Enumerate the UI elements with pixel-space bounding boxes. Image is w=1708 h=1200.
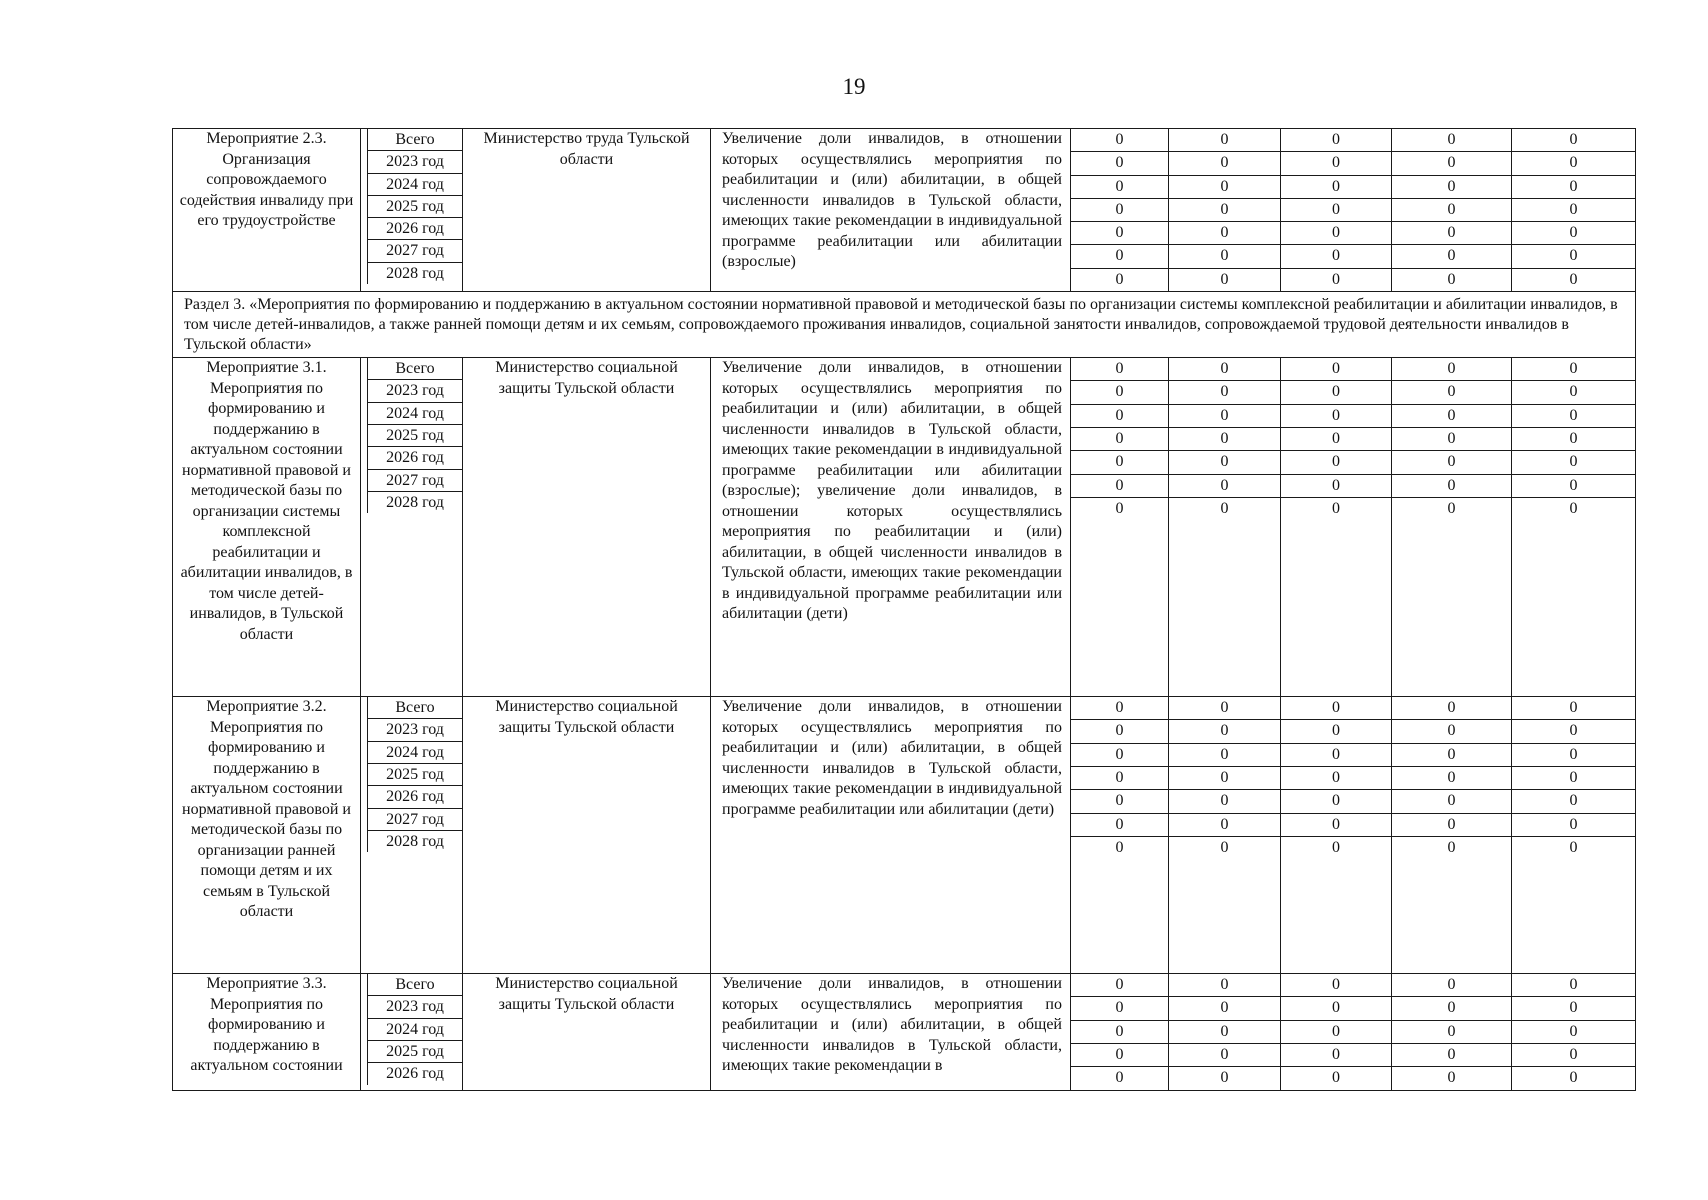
value-cell: 0: [1071, 451, 1169, 473]
value-row: [1071, 744, 1635, 767]
value-cell: 0: [1281, 744, 1392, 766]
year-cell: 2024 год: [367, 742, 463, 764]
value-cell: 0: [1569, 429, 1578, 447]
value-cell: 0: [1169, 814, 1281, 836]
value-cell: 0: [1071, 498, 1169, 696]
value-cell: 0: [1392, 767, 1512, 789]
value-cell: 0: [1392, 405, 1512, 427]
value-cell: 0: [1392, 1067, 1512, 1089]
year-list: [361, 129, 463, 292]
value-cell: 0: [1169, 245, 1281, 267]
value-columns: [1071, 697, 1635, 973]
value-cell: 0: [1392, 997, 1512, 1019]
value-cell: 0: [1569, 768, 1578, 786]
value-cell: 0: [1169, 176, 1281, 198]
measure-name: Мероприятие 3.2. Мероприятия по формированию и поддержанию в актуальном состоянии нормативной правовой и методической базы по организации ранней помощи детям и их семьям в Тульской области: [173, 697, 361, 974]
value-cell: 0: [1071, 405, 1169, 427]
value-columns: [1071, 358, 1635, 696]
value-grid: [1071, 358, 1636, 697]
value-cell: 0: [1281, 720, 1392, 742]
value-cell: 0: [1169, 381, 1281, 403]
value-cell: 0: [1392, 381, 1512, 403]
value-cell: 0: [1071, 129, 1169, 151]
value-cell: 0: [1169, 428, 1281, 450]
executor: Министерство социальной защиты Тульской области: [463, 697, 711, 974]
value-cell: 0: [1569, 1022, 1578, 1040]
value-row: [1071, 997, 1635, 1020]
value-cell: 0: [1392, 129, 1512, 151]
value-row: [1071, 176, 1635, 199]
value-cell: 0: [1569, 270, 1578, 288]
value-cell: 0: [1169, 720, 1281, 742]
page-number: 19: [842, 74, 866, 99]
value-cell: 0: [1169, 199, 1281, 221]
value-cell: 0: [1071, 974, 1169, 996]
value-cell: 0: [1071, 176, 1169, 198]
executor: Министерство социальной защиты Тульской области: [463, 358, 711, 697]
value-cell: 0: [1569, 699, 1578, 717]
value-cell: 0: [1281, 129, 1392, 151]
value-row: [1071, 405, 1635, 428]
value-cell: 0: [1169, 837, 1281, 973]
value-cell: 0: [1392, 1044, 1512, 1066]
value-cell: 0: [1392, 974, 1512, 996]
value-cell: 0: [1169, 222, 1281, 244]
value-cell: 0: [1392, 744, 1512, 766]
value-cell: 0: [1281, 974, 1392, 996]
value-cell: 0: [1169, 1067, 1281, 1089]
value-cell: 0: [1281, 176, 1392, 198]
table-row: [173, 358, 1636, 697]
year-list: [361, 974, 463, 1090]
measure-name: Мероприятие 3.3. Мероприятия по формированию и поддержанию в актуальном состоянии: [173, 974, 361, 1090]
executor: Министерство социальной защиты Тульской области: [463, 974, 711, 1090]
value-row: [1071, 245, 1635, 268]
table-row: [173, 974, 1636, 1090]
measure-name: Мероприятие 3.1. Мероприятия по формированию и поддержанию в актуальном состоянии нормативной правовой и методической базы по организации системы комплексной реабилитации и абилитации инвалидов, в том числе детей-инвалидов, в Тульской области: [173, 358, 361, 697]
value-grid: [1071, 974, 1636, 1090]
value-cell: 0: [1569, 177, 1578, 195]
indicator-text: Увеличение доли инвалидов, в отношении которых осуществлялись мероприятия по реабилитации и (или) абилитации, в общей численности инвалидов в Тульской области, имеющих такие рекомендации в индивидуальной программе реабилитации или абилитации (дети): [711, 697, 1071, 974]
value-cell: 0: [1169, 1044, 1281, 1066]
value-cell: 0: [1392, 475, 1512, 497]
value-cell: 0: [1071, 1067, 1169, 1089]
value-cell: 0: [1569, 476, 1578, 494]
year-cell: 2024 год: [367, 1019, 463, 1041]
value-row: [1071, 790, 1635, 813]
value-row: [1071, 814, 1635, 837]
value-cell: 0: [1569, 999, 1578, 1017]
value-row: [1071, 720, 1635, 743]
value-row: [1071, 1044, 1635, 1067]
table-row: [173, 129, 1636, 292]
value-row: [1071, 498, 1635, 696]
value-cell: 0: [1392, 837, 1512, 973]
year-cell: Всего: [367, 697, 463, 719]
value-cell: 0: [1392, 358, 1512, 380]
value-cell: 0: [1281, 790, 1392, 812]
indicator-text: Увеличение доли инвалидов, в отношении которых осуществлялись мероприятия по реабилитации и (или) абилитации, в общей численности инвалидов в Тульской области, имеющих такие рекомендации в: [711, 974, 1071, 1090]
value-cell: 0: [1281, 997, 1392, 1019]
value-cell: 0: [1281, 405, 1392, 427]
value-row: [1071, 974, 1635, 997]
value-cell: 0: [1569, 360, 1578, 378]
value-row: [1071, 269, 1635, 291]
year-cell: 2027 год: [367, 470, 463, 492]
value-cell: 0: [1169, 475, 1281, 497]
value-cell: 0: [1169, 498, 1281, 696]
value-cell: 0: [1392, 814, 1512, 836]
value-cell: 0: [1071, 790, 1169, 812]
year-cell: 2026 год: [367, 1063, 463, 1084]
value-row: [1071, 1067, 1635, 1089]
value-row: [1071, 129, 1635, 152]
value-cell: 0: [1392, 498, 1512, 696]
value-cell: 0: [1281, 269, 1392, 291]
value-cell: 0: [1569, 154, 1578, 172]
value-cell: 0: [1281, 152, 1392, 174]
year-cell: 2023 год: [367, 380, 463, 402]
value-cell: 0: [1071, 269, 1169, 291]
value-cell: 0: [1071, 381, 1169, 403]
value-cell: 0: [1281, 428, 1392, 450]
value-cell: 0: [1281, 814, 1392, 836]
value-cell: 0: [1071, 1044, 1169, 1066]
value-row: [1071, 1021, 1635, 1044]
year-cell: 2028 год: [367, 831, 463, 852]
year-cell: Всего: [367, 358, 463, 380]
value-row: [1071, 358, 1635, 381]
year-cell: 2027 год: [367, 240, 463, 262]
value-grid: [1071, 129, 1636, 292]
value-cell: 0: [1169, 744, 1281, 766]
year-cell: 2026 год: [367, 786, 463, 808]
value-row: [1071, 697, 1635, 720]
year-cell: 2023 год: [367, 996, 463, 1018]
value-cell: 0: [1569, 1045, 1578, 1063]
value-cell: 0: [1071, 358, 1169, 380]
year-list: [361, 697, 463, 974]
year-cell: Всего: [367, 974, 463, 996]
value-cell: 0: [1071, 1021, 1169, 1043]
value-cell: 0: [1569, 976, 1578, 994]
value-cell: 0: [1392, 176, 1512, 198]
value-cell: 0: [1169, 358, 1281, 380]
value-cell: 0: [1392, 720, 1512, 742]
value-cell: 0: [1281, 767, 1392, 789]
value-cell: 0: [1071, 152, 1169, 174]
value-row: [1071, 475, 1635, 498]
indicator-text: Увеличение доли инвалидов, в отношении которых осуществлялись мероприятия по реабилитации и (или) абилитации, в общей численности инвалидов в Тульской области, имеющих такие рекомендации в индивидуальной программе реабилитации или абилитации (взрослые): [711, 129, 1071, 292]
value-cell: 0: [1281, 498, 1392, 696]
year-cell: 2025 год: [367, 425, 463, 447]
year-cell: 2026 год: [367, 447, 463, 469]
section-heading: Раздел 3. «Мероприятия по формированию и поддержанию в актуальном состоянии нормативной правовой и методической базы по организации системы комплексной реабилитации и абилитации инвалидов, в том числе детей-инвалидов, а также ранней помощи детям и их семьям, сопровождаемого проживания инвалидов, социальной занятости инвалидов, сопровождаемой трудовой деятельности инвалидов в Тульской области»: [173, 292, 1636, 358]
year-list: [361, 358, 463, 697]
measure-name: Мероприятие 2.3. Организация сопровождаемого содействия инвалиду при его трудоустройстве: [173, 129, 361, 292]
value-cell: 0: [1169, 1021, 1281, 1043]
value-row: [1071, 767, 1635, 790]
value-row: [1071, 152, 1635, 175]
value-cell: 0: [1169, 129, 1281, 151]
year-cell: 2023 год: [367, 719, 463, 741]
value-row: [1071, 381, 1635, 404]
value-cell: 0: [1569, 453, 1578, 471]
value-cell: 0: [1169, 974, 1281, 996]
value-cell: 0: [1071, 475, 1169, 497]
value-cell: 0: [1569, 383, 1578, 401]
value-cell: 0: [1071, 222, 1169, 244]
value-cell: 0: [1071, 767, 1169, 789]
value-cell: 0: [1281, 1021, 1392, 1043]
measures-table-container: [172, 128, 1636, 1091]
year-cell: 2028 год: [367, 492, 463, 513]
year-cell: 2025 год: [367, 196, 463, 218]
value-row: [1071, 837, 1635, 973]
value-cell: 0: [1281, 697, 1392, 719]
value-cell: 0: [1281, 475, 1392, 497]
value-cell: 0: [1281, 451, 1392, 473]
value-row: [1071, 428, 1635, 451]
value-cell: 0: [1071, 245, 1169, 267]
year-cell: 2028 год: [367, 263, 463, 284]
value-cell: 0: [1281, 1044, 1392, 1066]
value-cell: 0: [1281, 358, 1392, 380]
value-row: [1071, 222, 1635, 245]
value-cell: 0: [1071, 744, 1169, 766]
value-cell: 0: [1392, 199, 1512, 221]
value-cell: 0: [1569, 1069, 1578, 1087]
year-cell: Всего: [367, 129, 463, 151]
executor: Министерство труда Тульской области: [463, 129, 711, 292]
value-cell: 0: [1281, 222, 1392, 244]
value-cell: 0: [1569, 722, 1578, 740]
table-row: [173, 697, 1636, 974]
value-cell: 0: [1569, 815, 1578, 833]
value-cell: 0: [1392, 697, 1512, 719]
value-cell: 0: [1169, 269, 1281, 291]
value-cell: 0: [1281, 245, 1392, 267]
value-cell: 0: [1169, 997, 1281, 1019]
year-cell: 2024 год: [367, 403, 463, 425]
value-cell: 0: [1569, 499, 1578, 517]
indicator-text: Увеличение доли инвалидов, в отношении которых осуществлялись мероприятия по реабилитации и (или) абилитации, в общей численности инвалидов в Тульской области, имеющих такие рекомендации в индивидуальной программе реабилитации или абилитации (взрослые); увеличение доли инвалидов, в отношении которых осуществлялись мероприятия по реабилитации и (или) абилитации, в общей численности инвалидов в Тульской области, имеющих такие рекомендации в индивидуальной программе реабилитации или абилитации (дети): [711, 358, 1071, 697]
year-cell: 2025 год: [367, 764, 463, 786]
value-cell: 0: [1569, 224, 1578, 242]
year-cell: 2023 год: [367, 151, 463, 173]
value-cell: 0: [1071, 428, 1169, 450]
value-cell: 0: [1392, 451, 1512, 473]
measures-table: [172, 128, 1636, 1091]
value-cell: 0: [1071, 837, 1169, 973]
year-cell: 2024 год: [367, 174, 463, 196]
value-cell: 0: [1392, 428, 1512, 450]
value-row: [1071, 199, 1635, 222]
year-cell: 2027 год: [367, 809, 463, 831]
value-cell: 0: [1169, 767, 1281, 789]
value-cell: 0: [1071, 814, 1169, 836]
year-cell: 2026 год: [367, 218, 463, 240]
value-cell: 0: [1281, 381, 1392, 403]
value-cell: 0: [1392, 1021, 1512, 1043]
value-cell: 0: [1569, 200, 1578, 218]
value-cell: 0: [1169, 451, 1281, 473]
value-cell: 0: [1569, 745, 1578, 763]
value-cell: 0: [1281, 837, 1392, 973]
value-cell: 0: [1392, 269, 1512, 291]
value-cell: 0: [1569, 838, 1578, 856]
value-cell: 0: [1569, 247, 1578, 265]
value-cell: 0: [1392, 245, 1512, 267]
year-cell: 2025 год: [367, 1041, 463, 1063]
value-row: [1071, 451, 1635, 474]
value-cell: 0: [1169, 405, 1281, 427]
value-cell: 0: [1569, 792, 1578, 810]
value-cell: 0: [1392, 222, 1512, 244]
value-cell: 0: [1392, 152, 1512, 174]
value-cell: 0: [1281, 1067, 1392, 1089]
value-cell: 0: [1569, 406, 1578, 424]
value-cell: 0: [1169, 790, 1281, 812]
value-cell: 0: [1169, 697, 1281, 719]
value-cell: 0: [1071, 997, 1169, 1019]
value-cell: 0: [1281, 199, 1392, 221]
value-cell: 0: [1071, 697, 1169, 719]
value-grid: [1071, 697, 1636, 974]
section-row: [173, 292, 1636, 358]
value-cell: 0: [1071, 199, 1169, 221]
value-cell: 0: [1071, 720, 1169, 742]
value-cell: 0: [1392, 790, 1512, 812]
value-cell: 0: [1569, 131, 1578, 148]
value-cell: 0: [1169, 152, 1281, 174]
